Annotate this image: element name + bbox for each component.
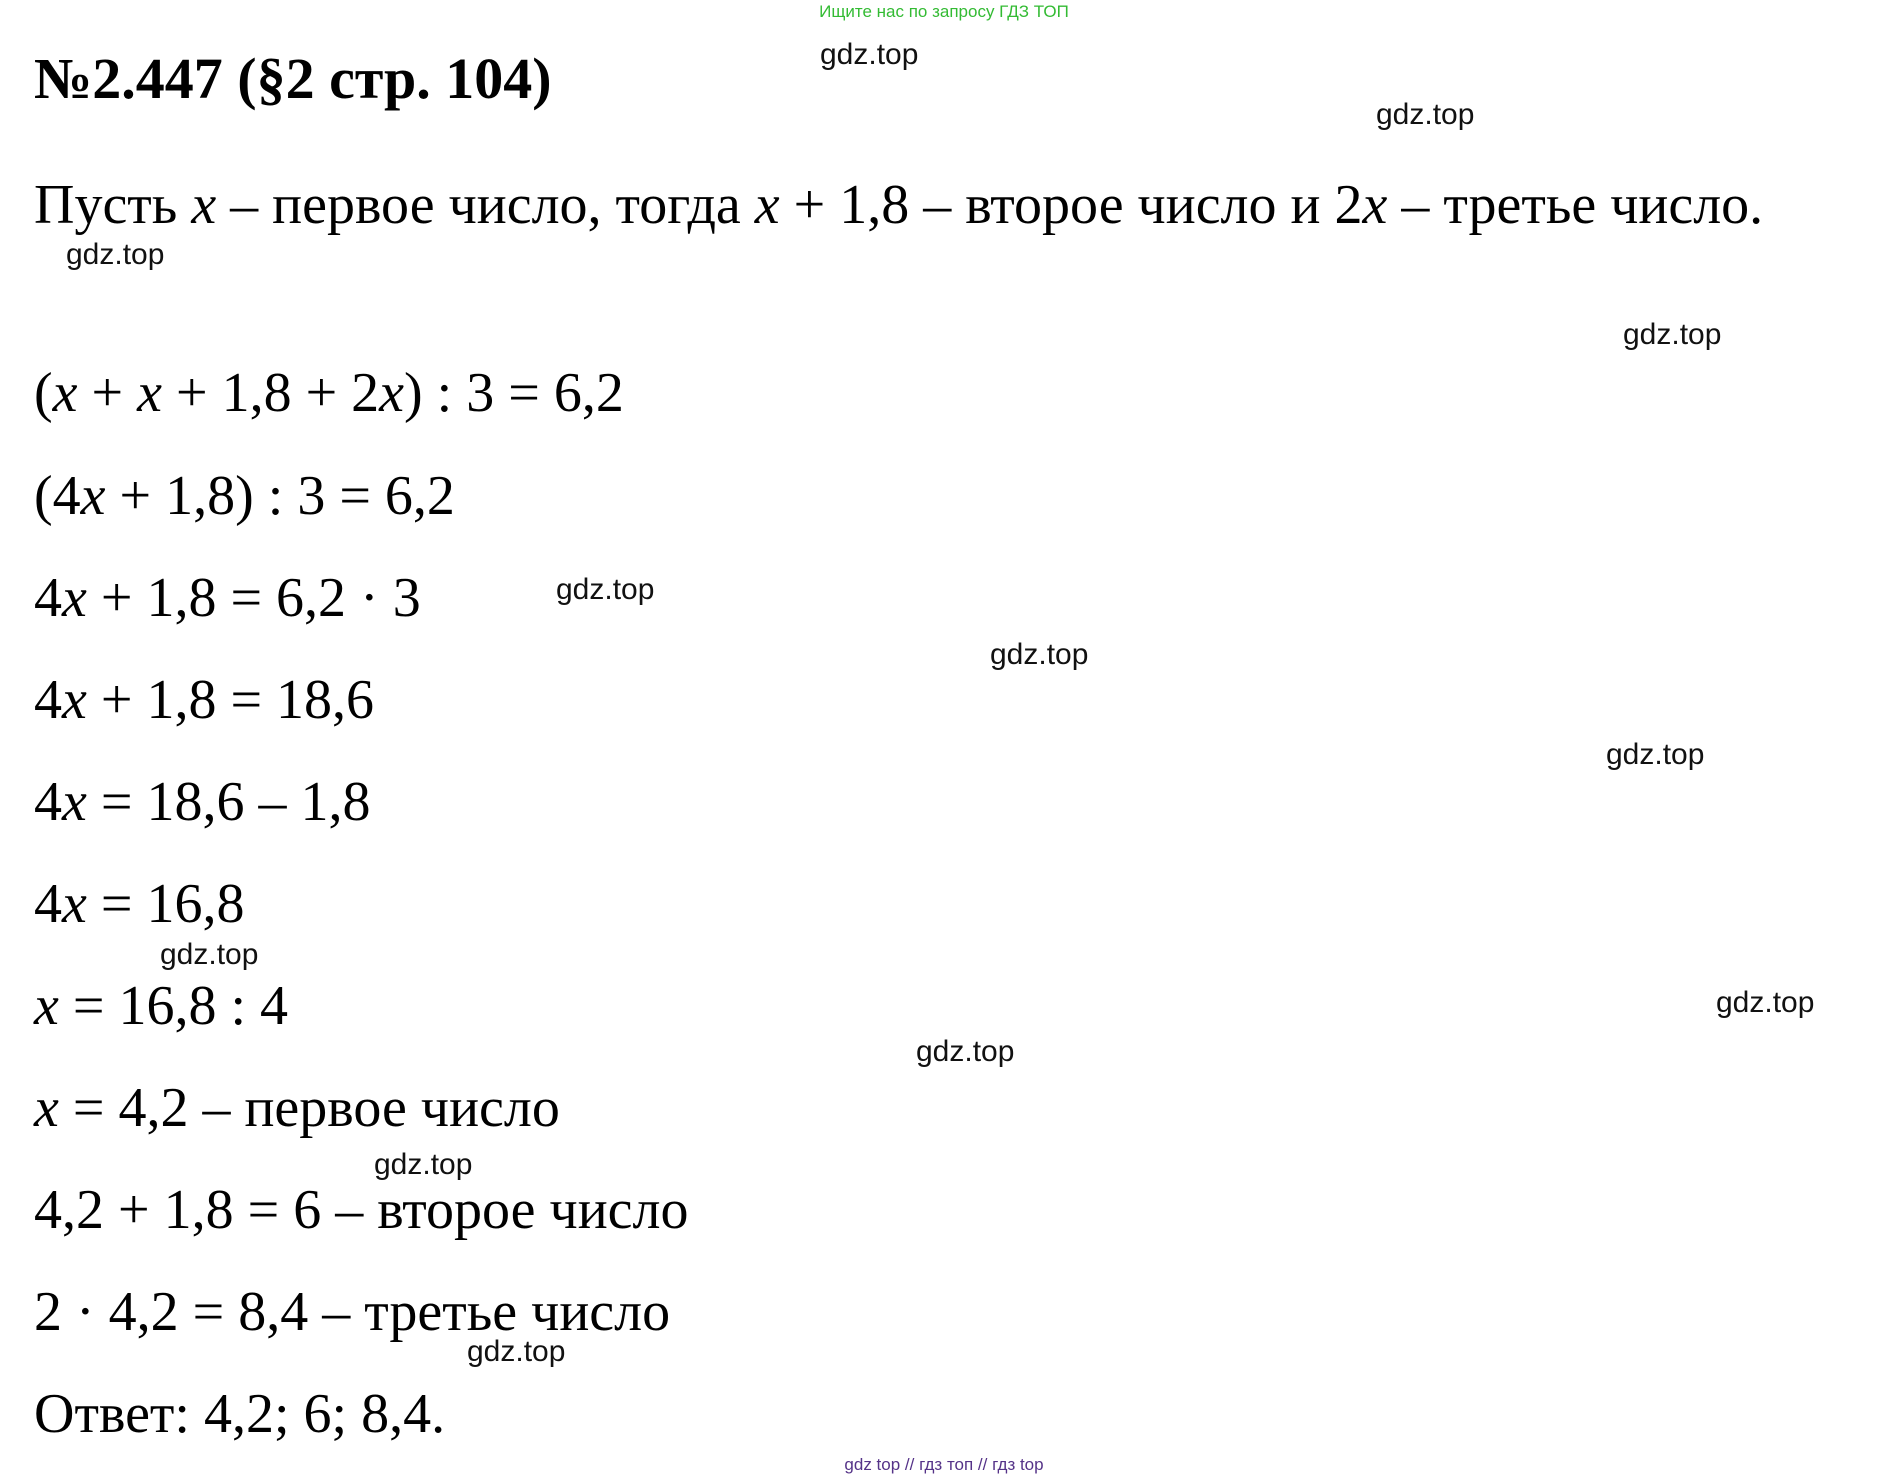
watermark: gdz.top (820, 38, 919, 71)
watermark: gdz.top (1716, 986, 1815, 1019)
intro-var-1: x (191, 174, 217, 236)
watermark: gdz.top (556, 573, 655, 606)
equation-line-4: 4x + 1,8 = 18,6 (34, 669, 375, 731)
equation-line-8: x = 4,2 – первое число (34, 1077, 560, 1139)
equation-line-1: (x + x + 1,8 + 2x) : 3 = 6,2 (34, 362, 624, 424)
intro-text-1: Пусть (34, 174, 192, 236)
intro-text-4: – третье число. (1387, 174, 1764, 236)
top-banner: Ищите нас по запросу ГДЗ ТОП (819, 2, 1069, 21)
intro-paragraph (34, 155, 1818, 255)
watermark: gdz.top (160, 938, 259, 971)
intro-text-2: – первое число, тогда (216, 174, 755, 236)
page-title: №2.447 (§2 стр. 104) (34, 46, 552, 111)
watermark: gdz.top (1606, 738, 1705, 771)
equation-line-5: 4x = 18,6 – 1,8 (34, 771, 371, 833)
footer-links: gdz top // гдз топ // гдз top (844, 1455, 1044, 1474)
intro-var-3: x (1362, 174, 1388, 236)
equation-line-7: x = 16,8 : 4 (34, 975, 289, 1037)
watermark: gdz.top (990, 638, 1089, 671)
equation-line-3: 4x + 1,8 = 6,2 · 3 (34, 567, 421, 629)
watermark: gdz.top (1623, 318, 1722, 351)
equation-line-6: 4x = 16,8 (34, 873, 245, 935)
watermark: gdz.top (916, 1035, 1015, 1068)
watermark: gdz.top (1376, 98, 1475, 131)
watermark: gdz.top (374, 1148, 473, 1181)
intro-var-2: x (754, 174, 780, 236)
equation-line-2: (4x + 1,8) : 3 = 6,2 (34, 465, 455, 527)
equation-line-9: 4,2 + 1,8 = 6 – второе число (34, 1179, 689, 1241)
watermark: gdz.top (467, 1335, 566, 1368)
intro-text-3: + 1,8 – второе число и 2 (779, 174, 1363, 236)
watermark: gdz.top (66, 238, 165, 271)
equation-line-10: 2 · 4,2 = 8,4 – третье число (34, 1281, 671, 1343)
answer-line: Ответ: 4,2; 6; 8,4. (34, 1383, 446, 1445)
